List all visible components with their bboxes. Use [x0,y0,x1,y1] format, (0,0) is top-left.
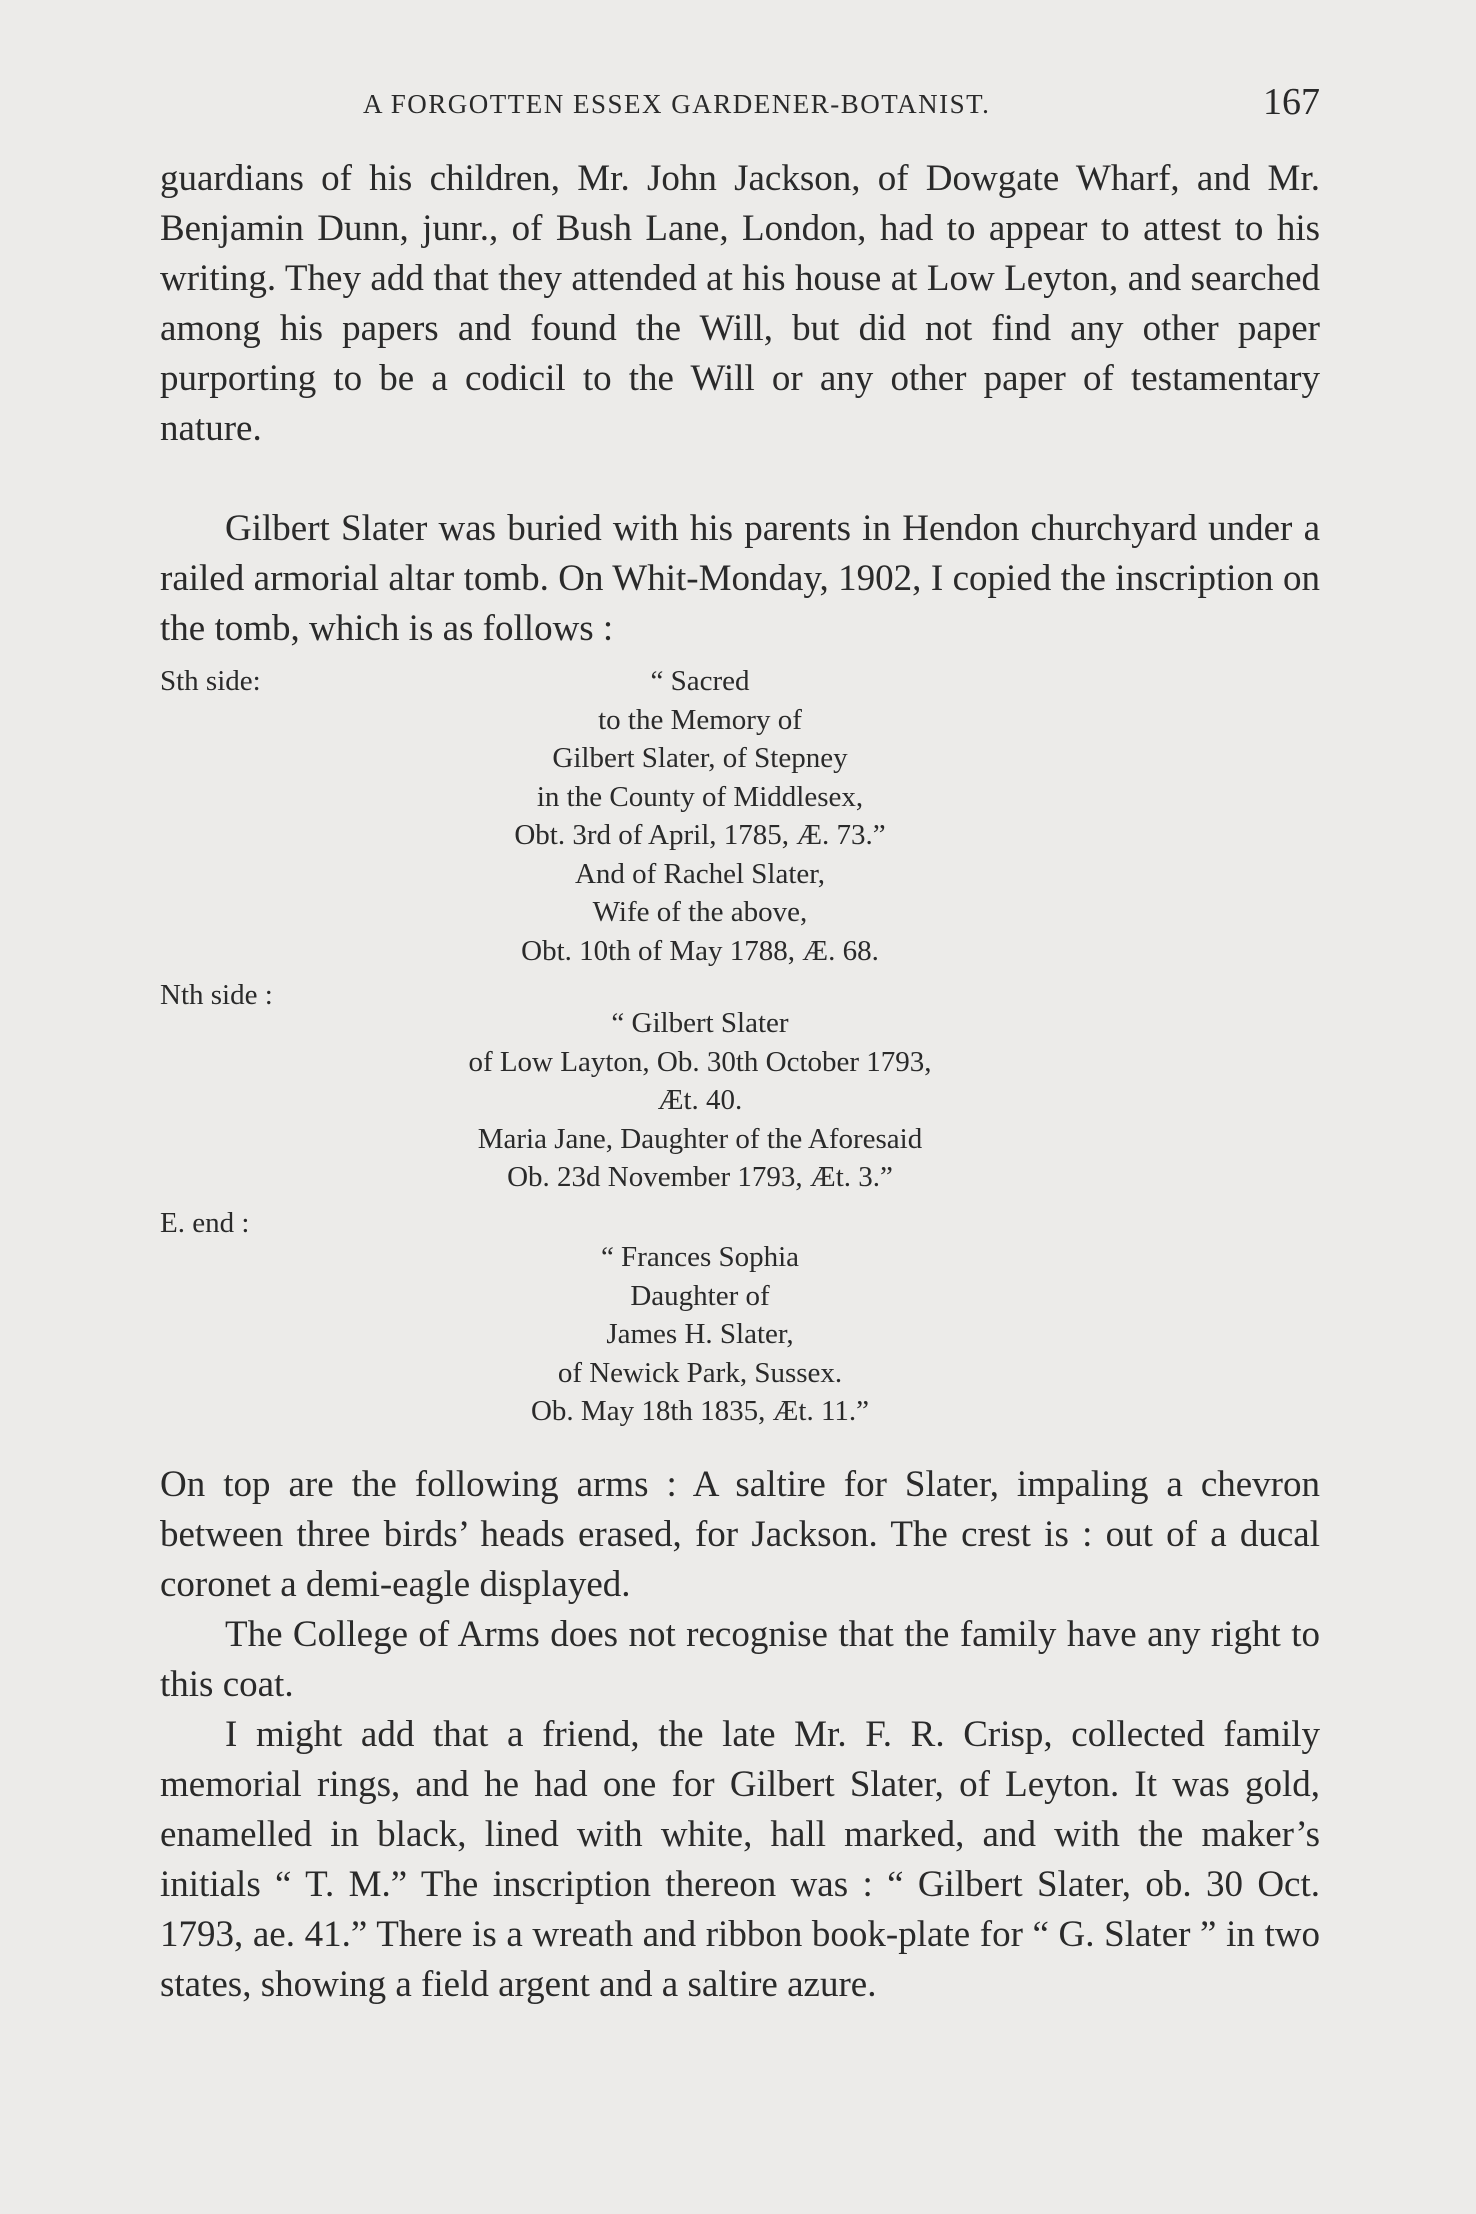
paragraph-burial: Gilbert Slater was buried with his parents in Hendon churchyard under a railed armorial altar tomb. On Whit-Monday, 1902, I copied the inscription on the tomb, which is as follows : [160,508,1320,649]
inscription-east-end [400,1238,1000,1431]
inscription-line: of Newick Park, Sussex. [557,1356,843,1389]
inscription-line: Obt. 10th of May 1788, Æ. 68. [521,934,879,967]
inscription-line: “ Gilbert Slater [611,1007,789,1039]
inscription-line: Ob. 23d November 1793, Æt. 3.” [507,1161,893,1193]
inscription-line: Maria Jane, Daughter of the Aforesaid [477,1122,923,1155]
running-title: A FORGOTTEN ESSEX GARDENER-BOTANIST. [363,89,991,119]
inscription-line: Gilbert Slater, of Stepney [552,742,848,774]
inscription-line: Ob. May 18th 1835, Æt. 11.” [530,1395,870,1427]
inscription-north-side [400,1004,1000,1197]
running-head [160,80,1320,128]
inscription-label-north: Nth side : [160,979,273,1011]
inscription-line: to the Memory of [598,703,802,736]
inscription-line: And of Rachel Slater, [574,857,826,890]
inscription-label-south: Sth side: [160,665,261,697]
inscription-line: Æt. 40. [657,1084,743,1116]
paragraph-arms: On top are the following arms : A saltire for Slater, impaling a chevron between three birds’ heads erased, for Jackson. The crest is : out of a ducal coronet a demi-eagle displayed. [160,1464,1320,1605]
inscription-line: “ Sacred [650,665,750,697]
inscription-line: “ Frances Sophia [600,1241,800,1273]
paragraph-will-testimony: guardians of his children, Mr. John Jackson, of Dowgate Wharf, and Mr. Benjamin Dunn, junr., of Bush Lane, London, had to appear to attest to his writing. They add that they attended at his house at Low Leyton, and searched among his papers and found the Will, but did not find any other paper purporting to be a codicil to the Will or any other paper of testamentary nature. [160,158,1320,449]
inscription-line: Daughter of [630,1279,770,1312]
page-number: 167 [1263,81,1320,123]
closing-paragraphs [160,1460,1320,2010]
inscription-line: Wife of the above, [592,896,808,928]
tomb-inscription [160,656,1320,1436]
inscription-south-side [400,662,1000,970]
inscription-label-east: E. end : [160,1207,250,1239]
inscription-line: Obt. 3rd of April, 1785, Æ. 73.” [514,819,886,851]
inscription-line: in the County of Middlesex, [536,780,864,813]
inscription-line: James H. Slater, [606,1318,794,1350]
paragraph-memorial-rings: I might add that a friend, the late Mr. F. R. Crisp, collected family memorial rings, and he had one for Gilbert Slater, of Leyton. It was gold, enamelled in black, lined with white, hall marked, and with the maker’s initials “ T. M.” The inscription thereon was : “ Gilbert Slater, ob. 30 Oct. 1793, ae. 41.” There is a wreath and ribbon book-plate for “ G. Slater ” in two states, showing a field argent and a saltire azure. [160,1714,1320,2005]
paragraph-college-of-arms: The College of Arms does not recognise that the family have any right to this coat. [160,1614,1320,1705]
inscription-line: of Low Layton, Ob. 30th October 1793, [468,1045,932,1078]
